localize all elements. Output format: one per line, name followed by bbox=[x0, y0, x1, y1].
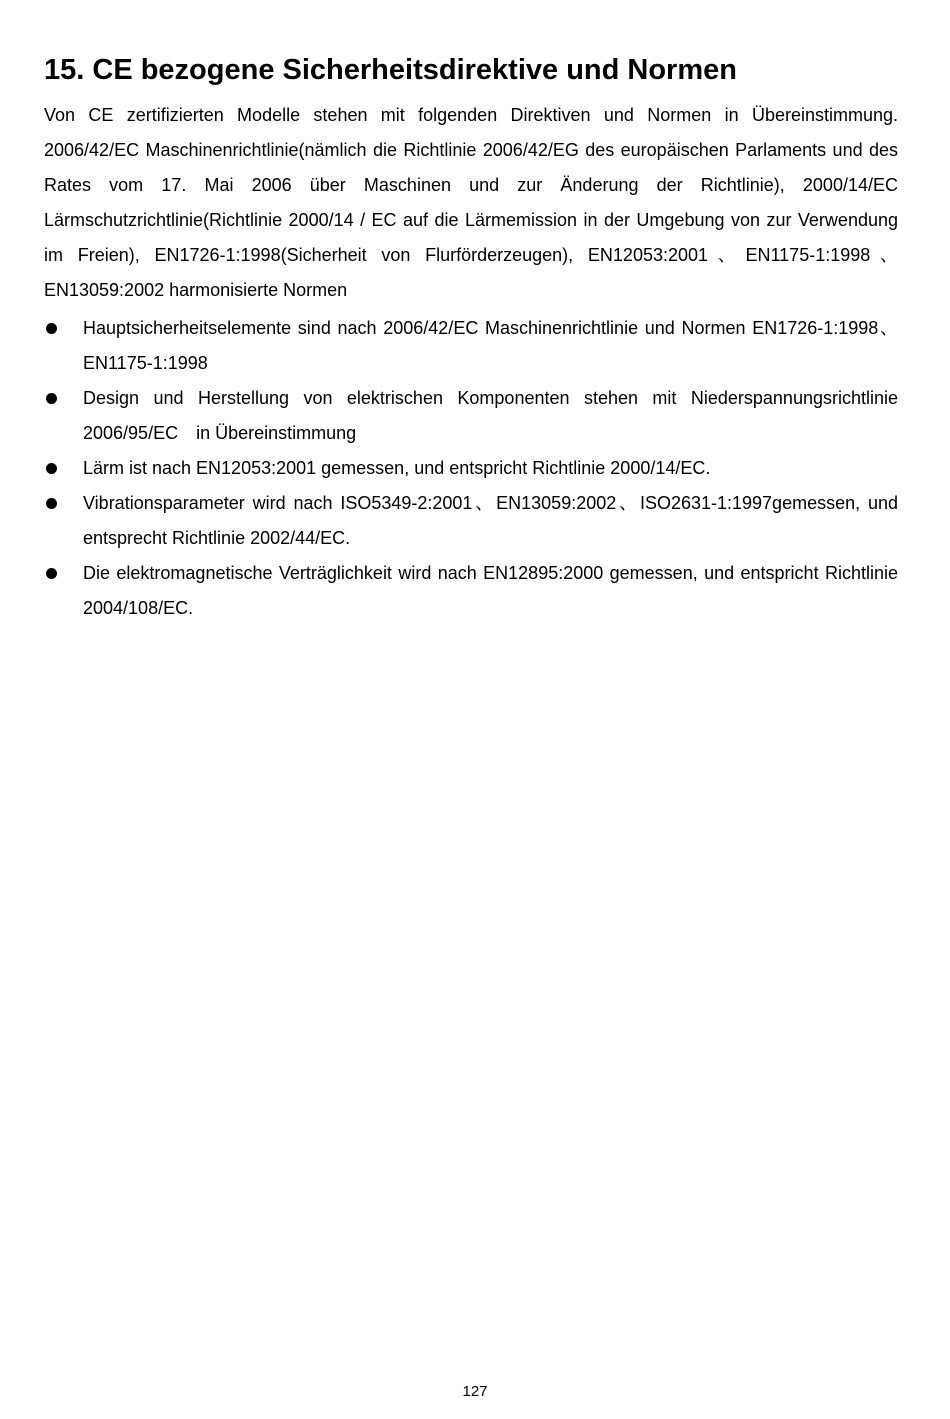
page-number: 127 bbox=[462, 1383, 488, 1400]
bullet-text: Lärm ist nach EN12053:2001 gemessen, und entspricht Richtlinie 2000/14/EC. bbox=[83, 458, 711, 478]
document-page bbox=[44, 50, 898, 626]
intro-paragraph: Von CE zertifizierten Modelle stehen mit folgenden Direktiven und Normen in Übereinstimmung. 2006/42/EC Maschinenrichtlinie(nämlich die Richtlinie 2006/42/EG des europäischen Parlaments und des Rates vom 17. Mai 2006 über Maschinen und zur Änderung der Richtlinie), 2000/14/EC Lärmschutzrichtlinie(Richtlinie 2000/14 / EC auf die Lärmemission in der Umgebung von zur Verwendung im Freien), EN1726-1:1998(Sicherheit von Flurförderzeugen), EN12053:2001、EN1175-1:1998、EN13059:2002 harmonisierte Normen bbox=[44, 105, 898, 300]
bullet-text: Die elektromagnetische Verträglichkeit wird nach EN12895:2000 gemessen, und entspricht Richtlinie 2004/108/EC. bbox=[83, 563, 898, 618]
bullet-text: Design und Herstellung von elektrischen Komponenten stehen mit Niederspannungsrichtlinie 2006/95/EC in Übereinstimmung bbox=[83, 388, 898, 443]
bullet-text: Vibrationsparameter wird nach ISO5349-2:2001、EN13059:2002、ISO2631-1:1997gemessen, und entsprecht Richtlinie 2002/44/EC. bbox=[83, 493, 898, 548]
bullet-text: Hauptsicherheitselemente sind nach 2006/42/EC Maschinenrichtlinie und Normen EN1726-1:1998、EN1175-1:1998 bbox=[83, 318, 898, 373]
bullet-item bbox=[44, 556, 898, 626]
bullet-item bbox=[44, 486, 898, 556]
bullet-list bbox=[44, 311, 898, 626]
bullet-icon bbox=[46, 463, 57, 474]
bullet-icon bbox=[46, 568, 57, 579]
section-title: 15. CE bezogene Sicherheitsdirektive und Normen bbox=[44, 54, 737, 86]
bullet-item bbox=[44, 381, 898, 451]
bullet-icon bbox=[46, 393, 57, 404]
bullet-item bbox=[44, 451, 898, 486]
bullet-icon bbox=[46, 498, 57, 509]
bullet-item bbox=[44, 311, 898, 381]
bullet-icon bbox=[46, 323, 57, 334]
